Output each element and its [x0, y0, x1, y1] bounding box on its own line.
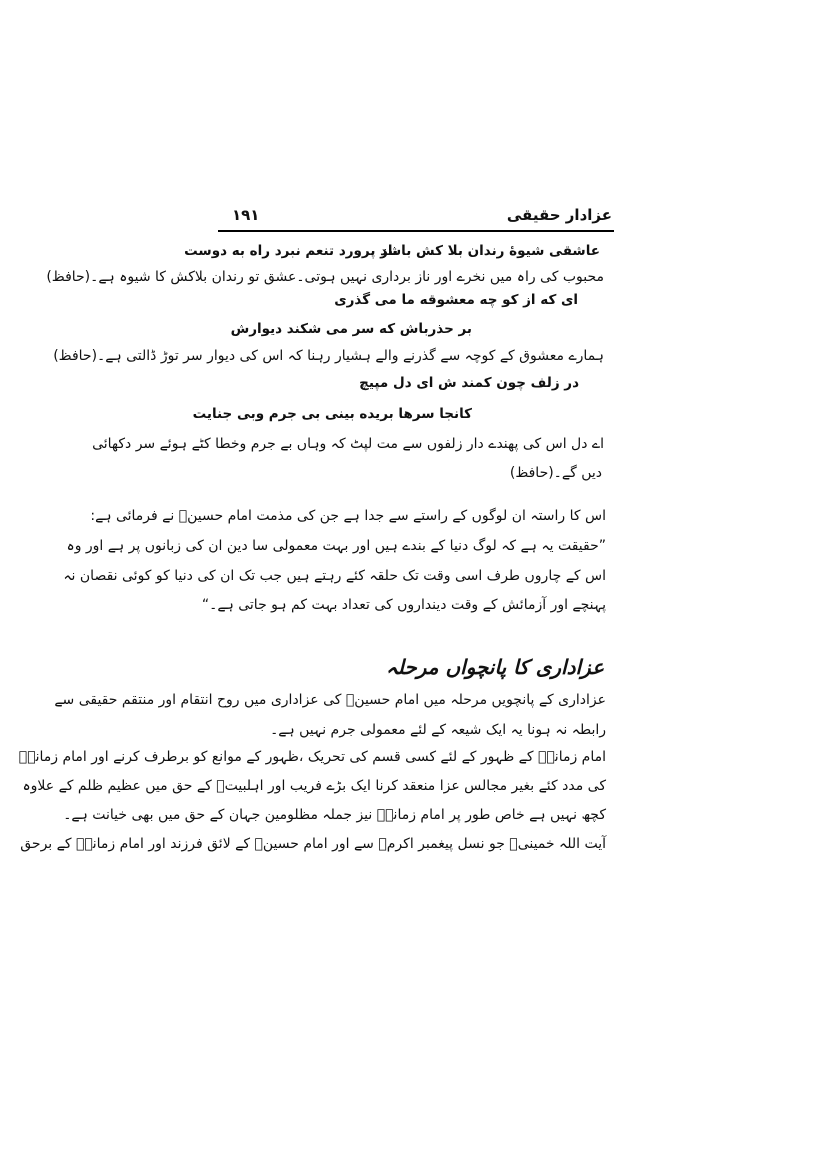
paragraph-1-line-2: ”حقیقت یہ ہے کہ لوگ دنیا کے بندے ہیں اور بہت معمولی سا دین ان کی زبانوں پر ہے اور وہ — [66, 538, 606, 554]
verse-2-hemistich-2: بر حذرباش که سر می شکند دیوارش — [230, 321, 472, 337]
verse-1-hemistich-2: ناز پرورد تنعم نبرد راه به دوست — [184, 243, 398, 259]
page-header — [218, 200, 614, 232]
paragraph-2-line-3: امام زمانہؑ کے ظہور کے لئے کسی قسم کی تحریک ،ظہور کے موانع کو برطرف کرنے اور امام زمانہؑ — [18, 749, 606, 765]
verse-1-hemistich-1: عاشقی شیوهٔ رندان بلا کش باشد — [380, 243, 600, 259]
verse-1-translation: محبوب کی راہ میں نخرے اور ناز برداری نہیں ہوتی۔عشق تو رندان بلاکش کا شیوہ ہے۔(حافظ) — [46, 269, 604, 285]
verse-3-hemistich-1: در زلف چون کمند ش ای دل مپیچ — [359, 375, 579, 391]
running-title: عزادار حقیقی — [506, 206, 612, 224]
paragraph-2-line-5: کچھ نہیں ہے خاص طور پر امام زمانہؑ نیز جملہ مظلومین جہان کے حق میں بھی خیانت ہے۔ — [63, 807, 606, 823]
paragraph-2-line-1: عزاداری کے پانچویں مرحلہ میں امام حسینؑ کی عزاداری میں روح انتقام اور منتقم حقیقی سے — [54, 692, 606, 708]
paragraph-2-line-2: رابطہ نہ ہونا یہ ایک شیعہ کے لئے معمولی جرم نہیں ہے۔ — [270, 722, 606, 738]
page-number: ۱۹۱ — [232, 206, 260, 224]
verse-2-hemistich-1: ای که از کو چه معشوقه ما می گذری — [334, 292, 578, 308]
paragraph-1-line-3: اس کے چاروں طرف اسی وقت تک حلقہ کئے رہتے ہیں جب تک ان کی دنیا کو کوئی نقصان نہ — [63, 568, 606, 584]
paragraph-2-line-6: آیت اللہ خمینیؒ جو نسل پیغمبر اکرمؐ سے اور امام حسینؑ کے لائق فرزند اور امام زمانہؑ کے برحق — [20, 836, 606, 852]
verse-3-translation-line-2: دیں گے۔(حافظ) — [509, 465, 602, 481]
verse-3-hemistich-2: کانجا سرها بریده بینی بی جرم وبی جنایت — [192, 406, 472, 422]
section-heading: عزاداری کا پانچواں مرحلہ — [386, 655, 604, 679]
verse-3-translation-line-1: اے دل اس کی پھندے دار زلفوں سے مت لپٹ کہ وہاں بے جرم وخطا کٹے ہوئے سر دکھائی — [92, 436, 604, 452]
paragraph-2-line-4: کی مدد کئے بغیر مجالس عزا منعقد کرنا ایک بڑے فریب اور اہلبیتؑ کے حق میں عظیم ظلم کے علاوہ — [22, 778, 606, 794]
paragraph-1-line-4: پہنچے اور آزمائش کے وقت دینداروں کی تعداد بہت کم ہو جاتی ہے۔“ — [201, 597, 606, 613]
verse-2-translation: ہمارے معشوق کے کوچہ سے گذرنے والے ہشیار رہنا کہ اس کی دیوار سر توڑ ڈالتی ہے۔(حافظ) — [53, 348, 604, 364]
paragraph-1-line-1: اس کا راستہ ان لوگوں کے راستے سے جدا ہے جن کی مذمت امام حسینؑ نے فرمائی ہے: — [90, 508, 606, 524]
